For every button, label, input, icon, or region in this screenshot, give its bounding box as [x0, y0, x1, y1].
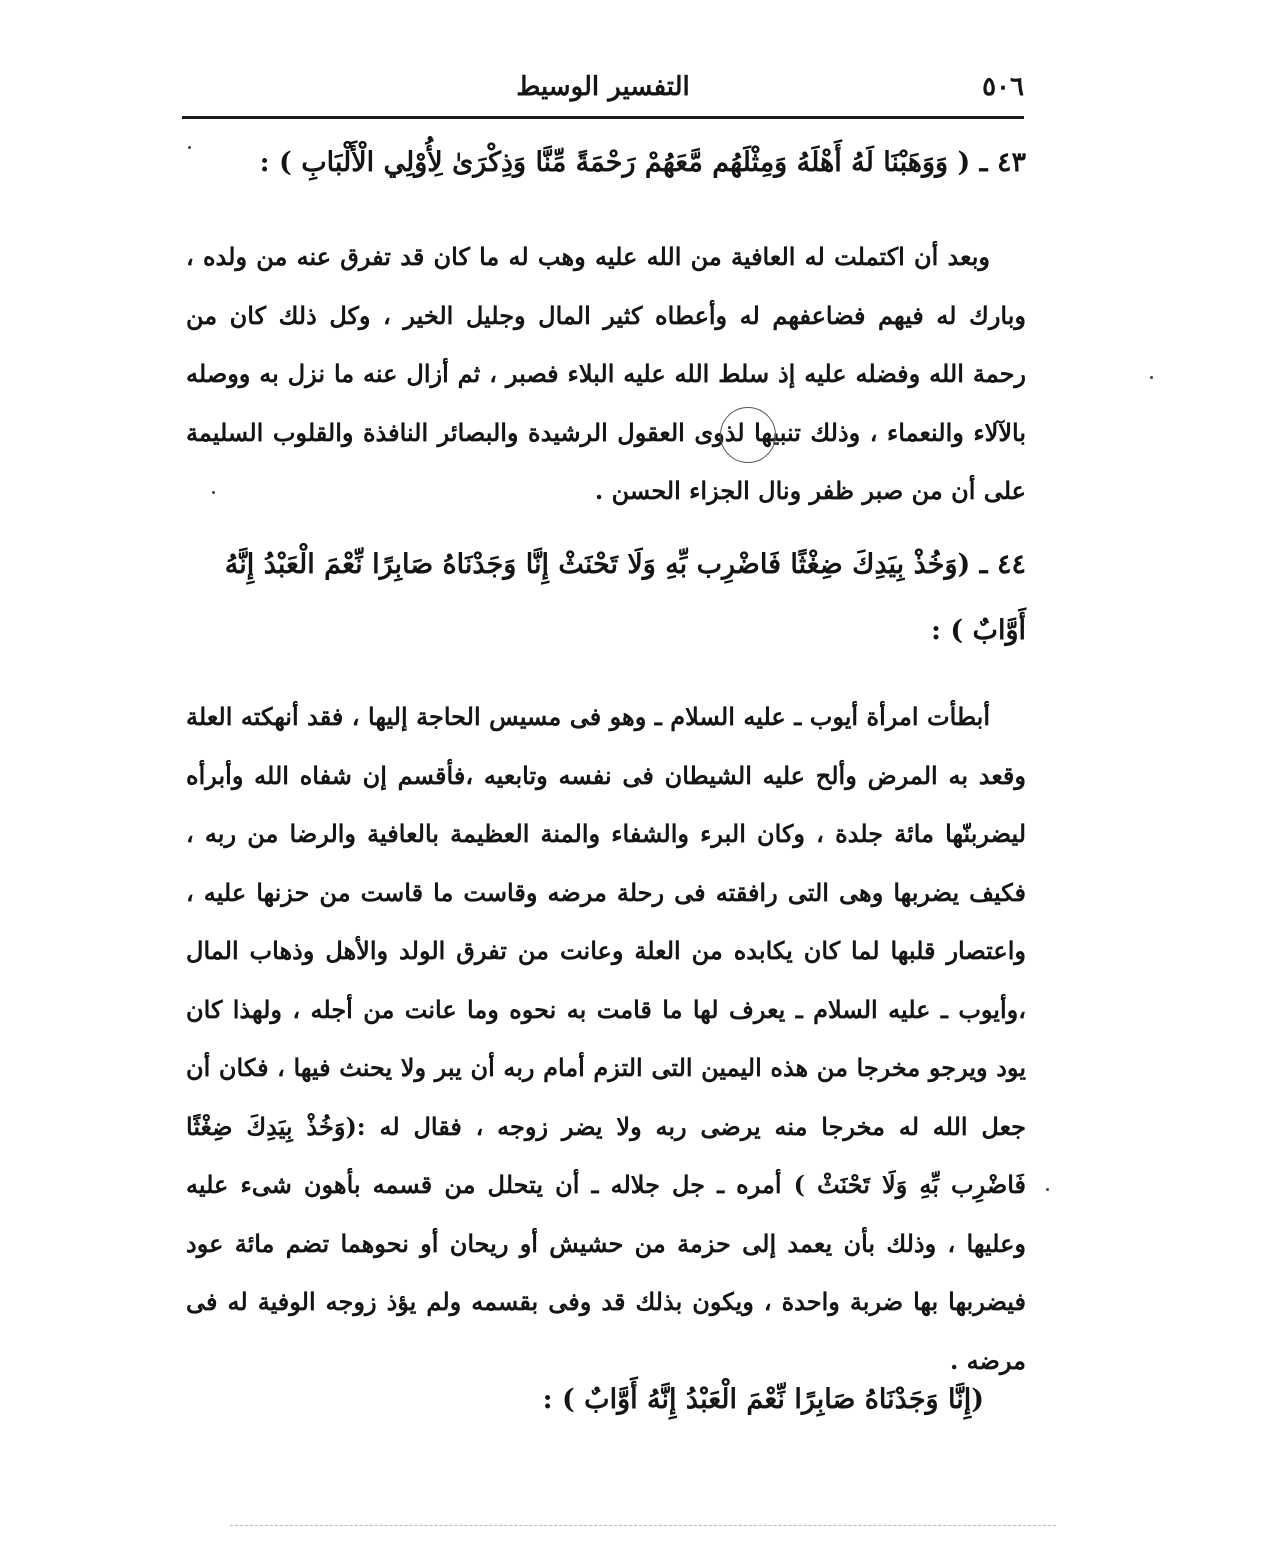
- verse-closing-heading: (إِنَّا وَجَدْنَاهُ صَابِرًا نِّعْمَ الْعَبْدُ إِنَّهُ أَوَّابٌ ) :: [542, 1384, 984, 1415]
- scan-speck: [188, 146, 191, 149]
- scan-speck: [1150, 376, 1153, 379]
- header-rule: [182, 116, 1024, 119]
- running-title: التفسير الوسيط: [516, 72, 690, 102]
- annotation-circle: [720, 407, 776, 463]
- paragraph-commentary-43: وبعد أن اكتملت له العافية من الله عليه وهب له ما كان قد تفرق عنه من ولده ، وبارك له فيهم فضاعفهم له وأعطاه كثير المال وجليل الخير ، وكل ذلك كان من رحمة الله وفضله عليه إذ سلط الله عليه البلاء فصبر ، ثم أزال عنه ما نزل به ووصله بالآلاء والنعماء ، وذلك تنبيها لذوى العقول الرشيدة والبصائر النافذة والقلوب السليمة على أن من صبر ظفر ونال الجزاء الحسن .: [186, 242, 1027, 505]
- verse-44-heading: ٤٤ ـ (وَخُذْ بِيَدِكَ ضِغْثًا فَاضْرِب بِّهِ وَلَا تَحْنَثْ إِنَّا وَجَدْنَاهُ صَابِرًا نِّعْمَ الْعَبْدُ إِنَّهُ أَوَّابٌ ) :: [224, 549, 1026, 646]
- paragraph-commentary-44: أبطأت امرأة أيوب ـ عليه السلام ـ وهو فى مسيس الحاجة إليها ، فقد أنهكته العلة وقعد به المرض وألح عليه الشيطان فى نفسه وتابعيه ،فأقسم إن شفاه الله وأبرأه ليضربنّها مائة جلدة ، وكان البرء والشفاء والمنة العظيمة بالعافية والرضا من ربه ، فكيف يضربها وهى التى رافقته فى رحلة مرضه وقاست ما قاست من حزنها عليه ، واعتصار قلبها لما كان يكابده من العلة وعانت من تفرق الولد والأهل وذهاب المال ،وأيوب ـ عليه السلام ـ يعرف لها ما قامت به نحوه وما عانت من أجله ، ولهذا كان يود ويرجو مخرجا من هذه اليمين التى التزم أمام ربه أن يبر ولا يحنث فيها ، فكان أن جعل الله له مخرجا منه يرضى ربه ولا يضر زوجه ، فقال له :(وَخُذْ بِيَدِكَ ضِغْثًا فَاضْرِب بِّهِ وَلَا تَحْنَثْ ) أمره ـ جل جلاله ـ أن يتحلل من قسمه بأهون شىء عليه وعليها ، وذلك بأن يعمد إلى حزمة من حشيش أو ريحان أو نحوهما تضم مائة عود فيضربها بها ضربة واحدة ، ويكون بذلك قد وفى بقسمه ولم يؤذ زوجه الوفية له فى مرضه .: [186, 702, 1026, 1375]
- verse-43-heading: ٤٣ ـ ( وَوَهَبْنَا لَهُ أَهْلَهُ وَمِثْلَهُم مَّعَهُمْ رَحْمَةً مِّنَّا وَذِكْرَىٰ لِأُوْلِي الْأَلْبَابِ ) :: [259, 147, 1026, 178]
- scan-speck: [212, 491, 215, 494]
- page-number: ٥٠٦: [982, 72, 1024, 102]
- scan-speck: [1046, 1188, 1049, 1191]
- bottom-rule: [230, 1525, 1056, 1526]
- running-head: [182, 72, 1024, 108]
